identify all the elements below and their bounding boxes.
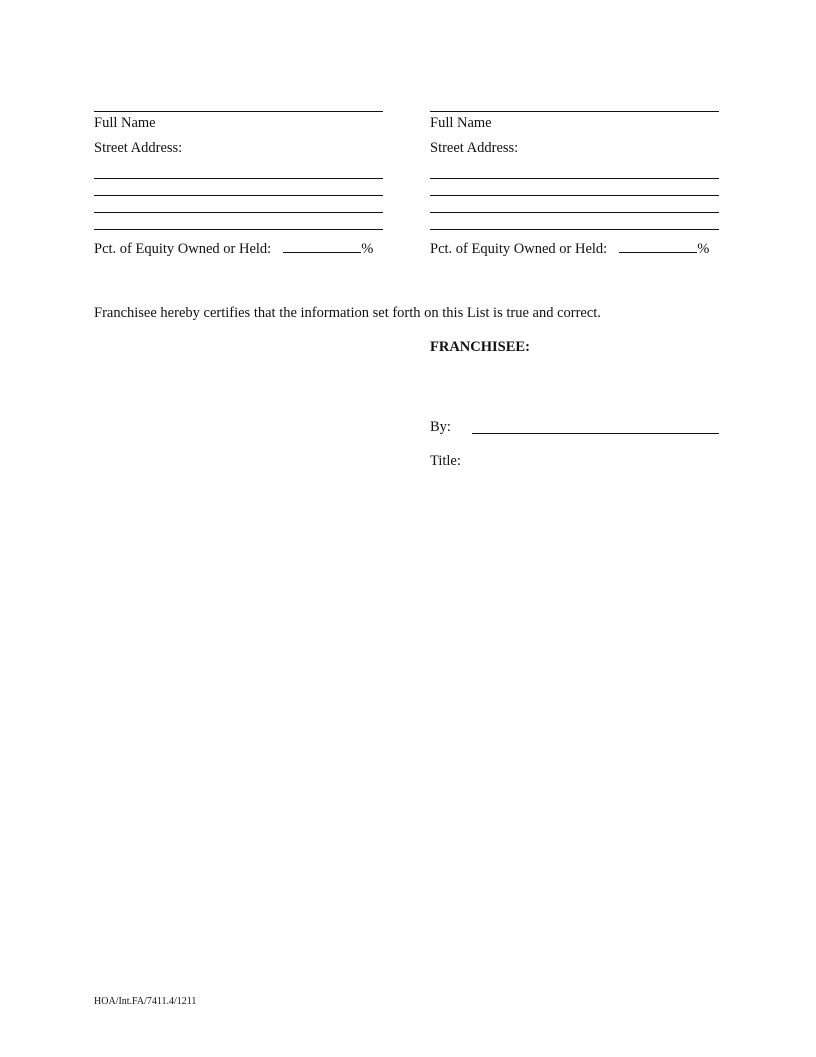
address-line-4[interactable]: [94, 229, 383, 230]
address-line-1[interactable]: [430, 178, 719, 179]
full-name-label: Full Name: [430, 115, 492, 131]
equity-percent-blank[interactable]: [619, 241, 697, 253]
percent-sign: %: [361, 241, 374, 257]
percent-sign: %: [697, 241, 710, 257]
address-line-1[interactable]: [94, 178, 383, 179]
address-line-2[interactable]: [94, 195, 383, 196]
address-line-3[interactable]: [94, 212, 383, 213]
equity-row: [94, 241, 373, 257]
franchisee-heading: FRANCHISEE:: [430, 339, 530, 355]
title-label: Title:: [430, 453, 461, 469]
street-address-label: Street Address:: [430, 140, 519, 156]
by-label: By:: [430, 419, 451, 435]
document-code: HOA/Int.FA/7411.4/1211: [94, 996, 197, 1007]
address-line-3[interactable]: [430, 212, 719, 213]
address-line-4[interactable]: [430, 229, 719, 230]
equity-label: Pct. of Equity Owned or Held:: [430, 241, 608, 257]
certification-statement: Franchisee hereby certifies that the information set forth on this List is true and correct.: [94, 305, 601, 321]
full-name-label: Full Name: [94, 115, 156, 131]
full-name-signature-line[interactable]: [430, 111, 719, 112]
street-address-label: Street Address:: [94, 140, 183, 156]
by-signature-line[interactable]: [472, 433, 719, 434]
equity-label: Pct. of Equity Owned or Held:: [94, 241, 272, 257]
equity-row: [430, 241, 709, 257]
full-name-signature-line[interactable]: [94, 111, 383, 112]
equity-percent-blank[interactable]: [283, 241, 361, 253]
address-line-2[interactable]: [430, 195, 719, 196]
